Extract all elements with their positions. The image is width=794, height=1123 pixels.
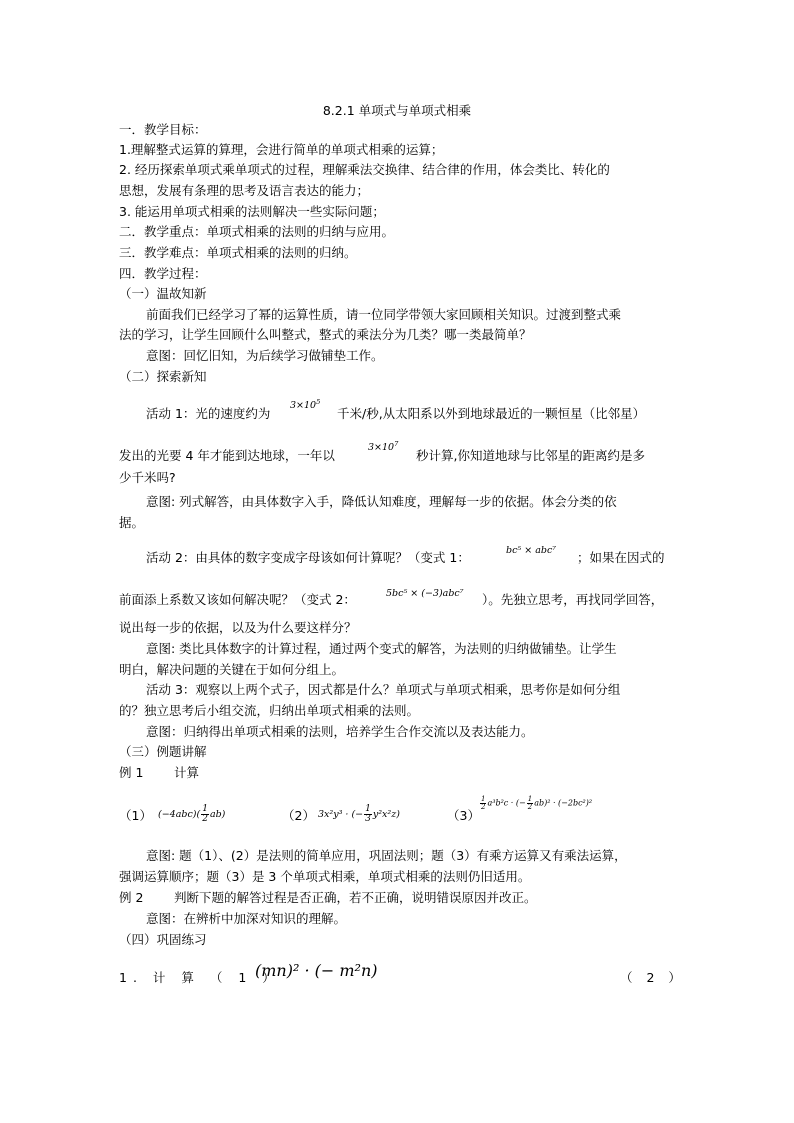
key-point: 二．教学重点：单项式相乘的法则的归纳与应用。 — [119, 224, 395, 239]
review-heading: （一）温故知新 — [119, 286, 207, 301]
example-2-intent: 意图：在辨析中加深对知识的理解。 — [146, 911, 347, 926]
problem-2-label: （2） — [282, 808, 315, 823]
objective-1: 1.理解整式运算的算理，会进行简单的单项式相乘的运算； — [119, 142, 444, 157]
activity-2-intent-b: 明白，解决问题的关键在于如何分组上。 — [119, 662, 345, 677]
activity-2-math-2: 5bc⁵ × (−3)abc⁷ — [386, 588, 464, 599]
activity-2-intent-a: 意图: 类比具体数字的计算过程，通过两个变式的解答，为法则的归纳做铺垫。让学生 — [146, 641, 617, 656]
example-2-task: 判断下题的解答过程是否正确，若不正确，说明错误原因并改正。 — [174, 890, 537, 905]
activity-2-text-e: 说出每一步的依据，以及为什么要这样分？ — [119, 620, 357, 635]
objective-2-cont: 思想，发展有条理的思考及语言表达的能力； — [119, 183, 370, 198]
section-objectives-heading: 一．教学目标： — [119, 122, 207, 137]
problem-3-label: （3） — [447, 808, 480, 823]
examples-intent-b: 强调运算顺序；题（3）是 3 个单项式相乘，单项式相乘的法则仍旧适用。 — [119, 869, 531, 884]
problem-3-expr: $\frac{1}{2}$ a³b²c · (− $\frac{1}{2}$ ab)² · (−2bc²)² — [481, 795, 593, 811]
activity-1-math-2: $3\times 10^7$ — [368, 439, 399, 453]
practice-question-1: 1. 计 算 （ 1 ） — [119, 970, 281, 985]
activity-2-text-d: ）。先独立思考，再找同学回答， — [482, 592, 664, 607]
examples-heading: （三）例题讲解 — [119, 744, 207, 759]
example-2-label: 例 2 — [119, 890, 144, 905]
explore-heading: （二）探索新知 — [119, 369, 207, 384]
review-line-1: 前面我们已经学习了幂的运算性质，请一位同学带领大家回顾相关知识。过渡到整式乘 — [146, 307, 622, 322]
activity-1-intent-b: 据。 — [119, 515, 145, 530]
review-line-2: 法的学习，让学生回顾什么叫整式，整式的乘法分为几类？哪一类最简单？ — [119, 327, 532, 342]
page-title: 8.2.1 单项式与单项式相乘 — [322, 103, 472, 118]
objective-3: 3. 能运用单项式相乘的法则解决一些实际问题； — [119, 204, 385, 219]
example-1-task: 计算 — [174, 765, 200, 780]
activity-2-text-c: 前面添上系数又该如何解决呢？（变式 2： — [119, 592, 356, 607]
problem-1-expr: (−4abc)( $\frac{1}{2}$ ab) — [158, 804, 226, 824]
practice-heading: （四）巩固练习 — [119, 932, 207, 947]
activity-1-text-e: 少千米吗? — [119, 470, 176, 485]
activity-3-text-b: 的？独立思考后小组交流，归纳出单项式相乘的法则。 — [119, 703, 420, 718]
problem-1-label: （1） — [119, 808, 152, 823]
example-1-label: 例 1 — [119, 765, 144, 780]
activity-2-text-b: ；如果在因式的 — [577, 550, 665, 565]
activity-1-text-d: 秒计算,你知道地球与比邻星的距离约是多 — [416, 448, 645, 463]
activity-3-text-a: 活动 3：观察以上两个式子，因式都是什么？单项式与单项式相乘，思考你是如何分组 — [146, 682, 621, 697]
activity-2-math-1: bc⁵ × abc⁷ — [506, 545, 557, 556]
difficulty: 三．教学难点：单项式相乘的法则的归纳。 — [119, 245, 357, 260]
objective-2: 2. 经历探索单项式乘单项式的过程，理解乘法交换律、结合律的作用，体会类比、转化的 — [119, 162, 610, 177]
activity-1-intent-a: 意图: 列式解答，由具体数字入手，降低认知难度，理解每一步的依据。体会分类的依 — [146, 494, 617, 509]
practice-question-2: （ 2 ） — [620, 970, 686, 985]
activity-1-text-a: 活动 1：光的速度约为 — [146, 406, 271, 421]
activity-1-math-1: $3\times 10^5$ — [290, 397, 321, 411]
process-heading: 四．教学过程： — [119, 266, 207, 281]
activity-2-text-a: 活动 2：由具体的数字变成字母该如何计算呢？（变式 1： — [146, 550, 470, 565]
activity-3-intent: 意图：归纳得出单项式相乘的法则，培养学生合作交流以及表达能力。 — [146, 724, 534, 739]
review-intent: 意图：回忆旧知，为后续学习做铺垫工作。 — [146, 348, 384, 363]
activity-1-text-c: 发出的光要 4 年才能到达地球，一年以 — [119, 448, 335, 463]
examples-intent-a: 意图: 题（1）、(2）是法则的简单应用，巩固法则；题（3）有乘方运算又有乘法运算， — [146, 848, 627, 863]
practice-question-1-expr: (mn)² · (− m²n) — [255, 961, 378, 980]
problem-2-expr: 3x²y³ · (− $\frac{1}{3}$ y²x²z) — [318, 804, 400, 824]
activity-1-text-b: 千米/秒,从太阳系以外到地球最近的一颗恒星（比邻星） — [337, 406, 646, 421]
